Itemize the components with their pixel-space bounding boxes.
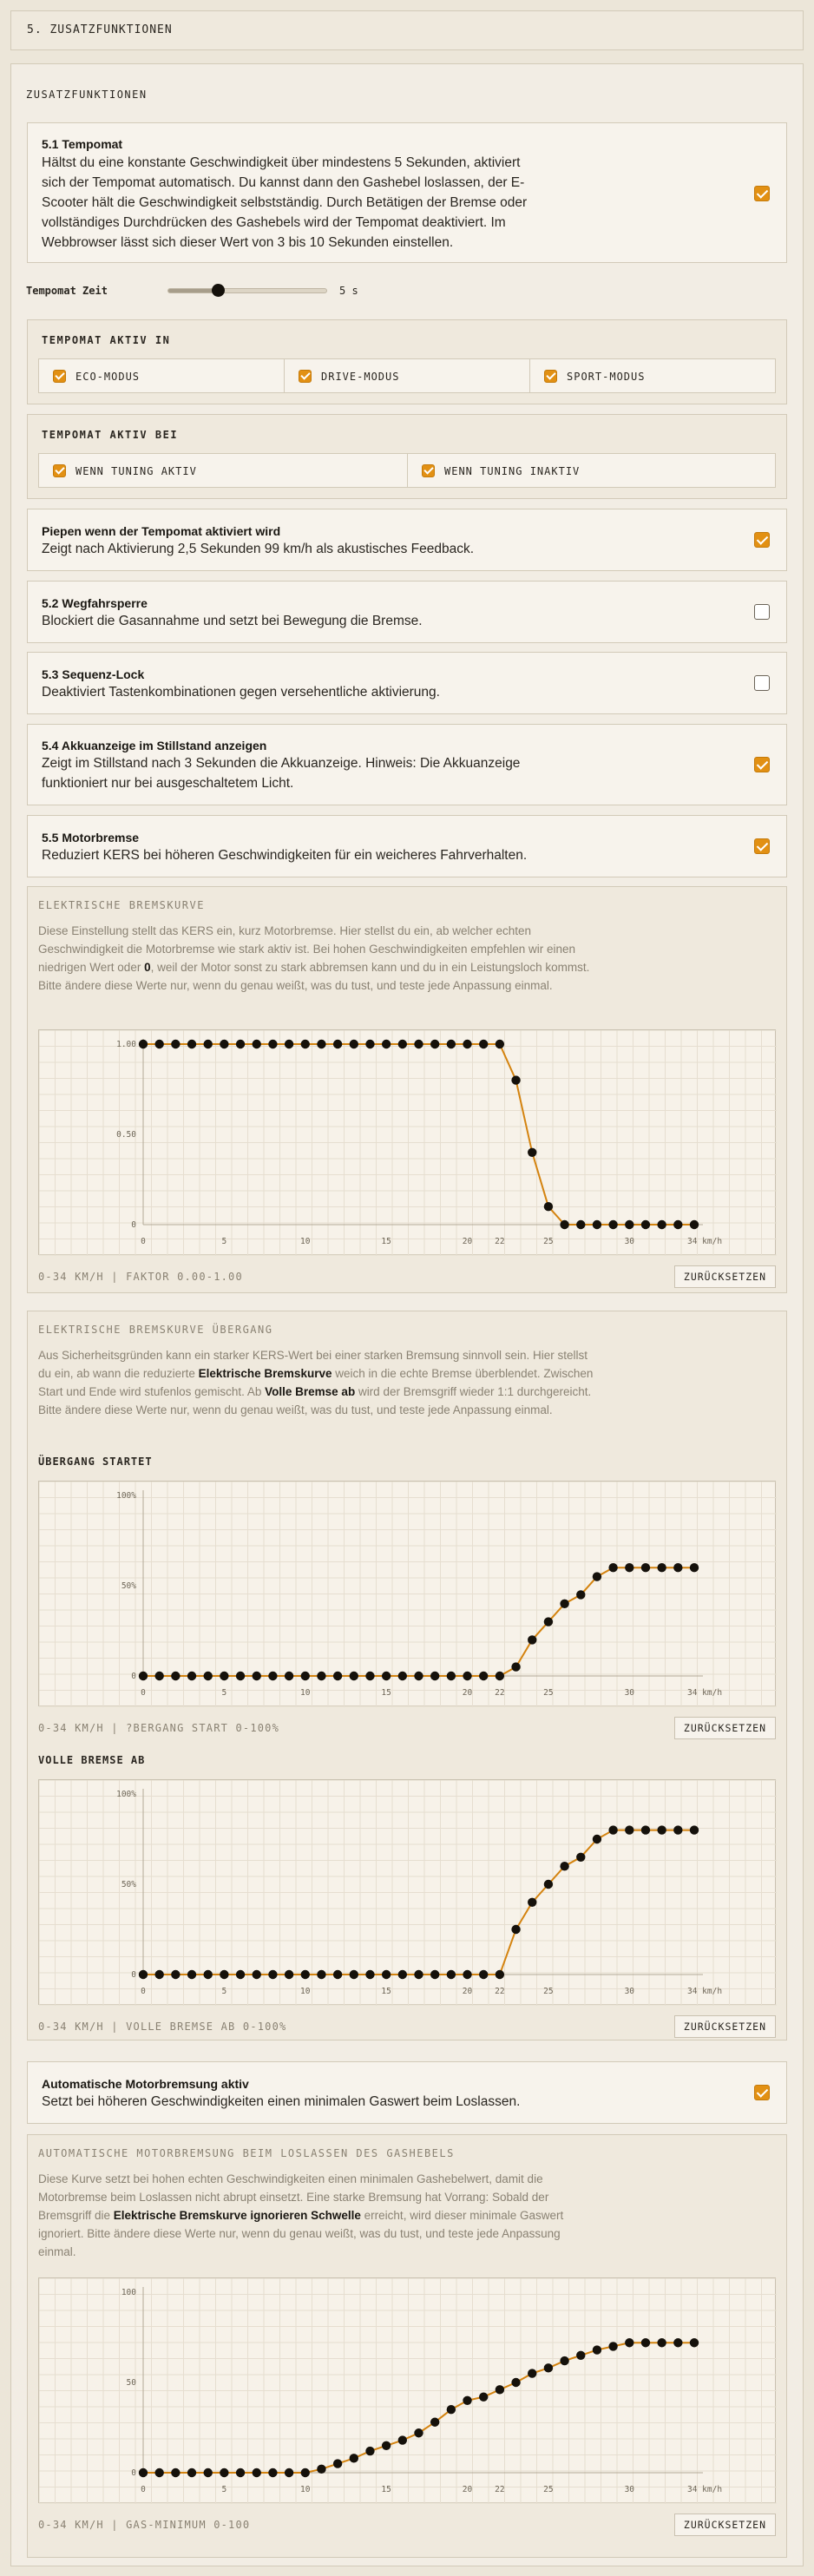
x-tick-label: 22 [495,2485,505,2494]
drive-checkbox[interactable] [299,370,312,383]
data-point [187,1970,196,1979]
data-point [690,2338,699,2347]
tempomat-zeit-label: Tempomat Zeit [26,285,108,297]
tempomat-checkbox[interactable] [754,186,770,201]
data-point [496,1970,504,1979]
toggle-title: 5.3 Sequenz-Lock [42,667,145,681]
data-point [317,1040,325,1048]
x-tick-label: 10 [300,1688,311,1698]
bremskurve-reset-button[interactable]: ZURÜCKSETZEN [674,1265,776,1288]
data-point [479,1970,488,1979]
data-point [608,1220,617,1229]
emphasis: 0 [144,961,151,974]
data-point [528,1148,536,1157]
desc-line: Zeigt im Stillstand nach 3 Sekunden die Akkuanzeige. Hinweis: Die Akkuanzeige [42,756,521,771]
chart-svg [39,1482,777,1707]
data-point [625,2338,633,2347]
tempomat-card [27,122,787,263]
x-tick-label: 5 [221,1688,227,1698]
volle-bremse-range: 0-34 KM/H | VOLLE BREMSE AB 0-100% [38,2021,287,2033]
data-point [673,1825,682,1834]
x-tick-label: 25 [543,1987,554,1996]
x-tick-label: 20 [462,1987,473,1996]
data-point [414,1672,423,1680]
toggle-description: Setzt bei höheren Geschwindigkeiten einen minimalen Gaswert beim Loslassen. [42,2094,521,2109]
option-label: WENN TUNING AKTIV [75,465,197,477]
data-point [139,2468,148,2477]
data-point [447,1970,456,1979]
data-point [253,1970,261,1979]
x-tick-label: 22 [495,1688,505,1698]
emphasis: Elektrische Bremskurve [198,1367,332,1380]
uebergang-start-reset-button[interactable]: ZURÜCKSETZEN [674,1717,776,1739]
y-tick-label: 100% [116,1491,136,1501]
data-point [673,1563,682,1572]
bremskurve-description: Diese Einstellung stellt das KERS ein, kurz Motorbremse. Hier stellst du ein, ab welcher echten Geschwindigkeit die Motorbremse wie stark aktiv ist. Bei hohen Geschwindigkeiten empfehlen wir einen niedrigen Wert oder 0, weil der Motor sonst zu stark abbremsen kann und du in ein Leistungsloch kommst. Bitte ändere diese Werte nur, wenn du genau weißt, was du tust, und teste jede Anpassung einmal. [38,924,590,992]
emphasis: Volle Bremse ab [265,1385,356,1398]
data-point [154,1040,163,1048]
y-tick-label: 1.00 [116,1040,136,1049]
series-line [143,1567,694,1676]
uebergang-title: ELEKTRISCHE BREMSKURVE ÜBERGANG [38,1324,273,1336]
data-point [430,1970,439,1979]
data-point [641,1825,650,1834]
data-point [268,1040,277,1048]
gasminimum-panel [27,2134,787,2558]
data-point [479,2392,488,2401]
data-point [479,1672,488,1680]
data-point [204,2468,213,2477]
option-drive-modus[interactable] [284,358,530,393]
y-tick-label: 50% [121,1581,136,1591]
emphasis: Elektrische Bremskurve ignorieren Schwelle [113,2209,361,2222]
data-point [301,2468,310,2477]
x-tick-label: 30 [624,1987,635,1996]
volle-bremse-chart[interactable] [38,1779,776,2005]
data-point [430,1672,439,1680]
x-tick-label: 0 [141,1237,146,1246]
data-point [398,1672,407,1680]
data-point [204,1040,213,1048]
data-point [463,2396,471,2405]
bremskurve-panel [27,886,787,1293]
x-tick-label: 10 [300,1237,311,1246]
series-line [143,1830,694,1975]
data-point [511,1925,520,1934]
data-point [608,1563,617,1572]
data-point [236,1970,245,1979]
data-point [593,1835,601,1843]
data-point [236,1040,245,1048]
x-tick-label: 10 [300,1987,311,1996]
data-point [657,1563,666,1572]
data-point [593,1220,601,1229]
data-point [673,1220,682,1229]
x-tick-label: 25 [543,2485,554,2494]
data-point [430,2418,439,2427]
data-point [139,1672,148,1680]
data-point [382,2441,391,2450]
aktiv-bei-group [27,414,787,499]
data-point [657,1220,666,1229]
bremskurve-range: 0-34 KM/H | FAKTOR 0.00-1.00 [38,1271,243,1283]
data-point [285,2468,293,2477]
data-point [625,1825,633,1834]
data-point [528,1635,536,1644]
option-label: DRIVE-MODUS [321,371,400,383]
data-point [220,2468,228,2477]
x-tick-label: 0 [141,1688,146,1698]
option-label: ECO-MODUS [75,371,141,383]
x-tick-label: 10 [300,2485,311,2494]
data-point [268,1970,277,1979]
tempomat-title: 5.1 Tempomat [42,137,123,151]
sequenz-lock-checkbox[interactable] [754,675,770,691]
data-point [301,1672,310,1680]
wegfahrsperre-checkbox[interactable] [754,604,770,620]
y-tick-label: 0 [131,2468,136,2478]
x-tick-label: 5 [221,2485,227,2494]
data-point [576,2351,585,2360]
panel-label: ZUSATZFUNKTIONEN [26,89,148,101]
data-point [641,1220,650,1229]
data-point [382,1040,391,1048]
toggle-motorbremse [27,815,787,877]
eco-checkbox[interactable] [53,370,66,383]
data-point [690,1563,699,1572]
option-sport-modus[interactable] [529,358,776,393]
y-tick-label: 100 [121,2288,136,2297]
data-point [154,2468,163,2477]
desc-line: funktioniert nur bei ausgeschaltetem Licht. [42,776,294,791]
data-point [511,1075,520,1084]
data-point [333,1672,342,1680]
data-point [365,1672,374,1680]
x-tick-label: 15 [381,1237,391,1246]
x-tick-label: 34 km/h [687,1987,723,1996]
data-point [236,1672,245,1680]
data-point [430,1040,439,1048]
x-tick-label: 30 [624,2485,635,2494]
data-point [154,1970,163,1979]
data-point [204,1970,213,1979]
toggle-title: 5.4 Akkuanzeige im Stillstand anzeigen [42,739,267,752]
x-tick-label: 20 [462,2485,473,2494]
data-point [447,2405,456,2414]
data-point [365,2447,374,2455]
tempomat-zeit-value: 5 s [339,285,358,297]
data-point [382,1672,391,1680]
data-point [560,2356,568,2365]
data-point [187,1672,196,1680]
tuning-inaktiv-checkbox[interactable] [422,464,435,477]
option-tuning-aktiv[interactable] [38,453,408,488]
data-point [398,1040,407,1048]
data-point [301,1970,310,1979]
aktiv-in-title: TEMPOMAT AKTIV IN [42,334,171,346]
x-tick-label: 20 [462,1688,473,1698]
toggle-title: Piepen wenn der Tempomat aktiviert wird [42,524,281,538]
chart-svg [39,1030,777,1256]
data-point [576,1590,585,1599]
data-point [657,1825,666,1834]
gasminimum-title: AUTOMATISCHE MOTORBREMSUNG BEIM LOSLASSEN DES GASHEBELS [38,2147,455,2159]
option-eco-modus[interactable] [38,358,285,393]
gasminimum-range: 0-34 KM/H | GAS-MINIMUM 0-100 [38,2519,251,2531]
data-point [350,1040,358,1048]
data-point [560,1862,568,1870]
data-point [154,1672,163,1680]
sport-checkbox[interactable] [544,370,557,383]
data-point [511,1662,520,1671]
data-point [544,2363,553,2372]
data-point [350,1672,358,1680]
chart-svg [39,1780,777,2006]
desc-line: Webbrowser lässt sich dieser Wert von 3 bis 10 Sekunden einstellen. [42,235,454,250]
x-tick-label: 20 [462,1237,473,1246]
data-point [187,1040,196,1048]
data-point [608,1825,617,1834]
data-point [236,2468,245,2477]
data-point [382,1970,391,1979]
data-point [365,1040,374,1048]
data-point [673,2338,682,2347]
data-point [171,1672,180,1680]
toggle-title: 5.5 Motorbremse [42,831,140,844]
data-point [690,1220,699,1229]
option-label: WENN TUNING INAKTIV [444,465,581,477]
data-point [317,1970,325,1979]
toggle-description: Blockiert die Gasannahme und setzt bei Bewegung die Bremse. [42,614,423,628]
data-point [220,1970,228,1979]
x-tick-label: 34 km/h [687,2485,723,2494]
volle-bremse-reset-button[interactable]: ZURÜCKSETZEN [674,2015,776,2038]
data-point [496,1040,504,1048]
data-point [398,2435,407,2444]
data-point [253,1040,261,1048]
y-tick-label: 0.50 [116,1130,136,1140]
data-point [414,2428,423,2437]
data-point [593,1572,601,1580]
data-point [285,1672,293,1680]
bremskurve-title: ELEKTRISCHE BREMSKURVE [38,899,205,911]
akkuanzeige-checkbox[interactable] [754,757,770,772]
toggle-sequenz-lock [27,652,787,714]
data-point [317,1672,325,1680]
data-point [641,2338,650,2347]
data-point [528,2369,536,2377]
data-point [463,1672,471,1680]
uebergang-start-range: 0-34 KM/H | ?BERGANG START 0-100% [38,1722,280,1734]
aktiv-bei-title: TEMPOMAT AKTIV BEI [42,429,179,441]
toggle-piepen [27,509,787,571]
data-point [641,1563,650,1572]
data-point [317,2465,325,2474]
toggle-title: Automatische Motorbremsung aktiv [42,2077,249,2091]
toggle-auto-motorbremsung [27,2061,787,2124]
y-tick-label: 0 [131,1970,136,1980]
uebergang-start-chart[interactable] [38,1481,776,1706]
desc-line: Hältst du eine konstante Geschwindigkeit über mindestens 5 Sekunden, aktiviert [42,155,521,170]
y-tick-label: 50 [126,2378,136,2388]
data-point [479,1040,488,1048]
auto-motorbremsung-checkbox[interactable] [754,2085,770,2100]
desc-line: vollständiges Durchdrücken des Gashebels wird der Tempomat deaktiviert. Im [42,215,506,230]
data-point [414,1970,423,1979]
data-point [398,1970,407,1979]
gasminimum-description: Diese Kurve setzt bei hohen echten Geschwindigkeiten einen minimalen Gashebelwert, damit die Motorbremse beim Loslassen nicht abrupt einsetzt. Eine starke Bremsung hat Vorrang: Sobald der Bremsgriff die Elektrische Bremskurve ignorieren Schwelle erreicht, wird dieser minimale Gaswert ignoriert. Bitte ändere diese Werte nur, wenn du genau weißt, was du tust, und teste jede Anpassung einmal. [38,2172,564,2258]
option-tuning-inaktiv[interactable] [407,453,776,488]
uebergang-panel [27,1311,787,2040]
data-point [447,1040,456,1048]
toggle-description: Zeigt nach Aktivierung 2,5 Sekunden 99 km/h als akustisches Feedback. [42,542,475,556]
toggle-wegfahrsperre [27,581,787,643]
data-point [625,1563,633,1572]
series-line [143,1044,694,1225]
uebergang-start-label: ÜBERGANG STARTET [38,1456,153,1468]
x-tick-label: 5 [221,1987,227,1996]
x-tick-label: 25 [543,1688,554,1698]
data-point [690,1825,699,1834]
data-point [253,2468,261,2477]
data-point [528,1898,536,1907]
data-point [350,2454,358,2462]
data-point [496,1672,504,1680]
motorbremse-checkbox[interactable] [754,838,770,854]
piepen-checkbox[interactable] [754,532,770,548]
tempomat-description [42,153,527,253]
data-point [447,1672,456,1680]
x-tick-label: 22 [495,1987,505,1996]
data-point [576,1220,585,1229]
toggle-akkuanzeige [27,724,787,805]
x-tick-label: 22 [495,1237,505,1246]
toggle-description: Deaktiviert Tastenkombinationen gegen versehentliche aktivierung. [42,685,440,700]
data-point [608,2342,617,2350]
y-tick-label: 50% [121,1880,136,1889]
data-point [268,2468,277,2477]
data-point [220,1040,228,1048]
x-tick-label: 30 [624,1237,635,1246]
data-point [220,1672,228,1680]
desc-line: Scooter hält die Geschwindigkeit selbstständig. Durch Betätigen der Bremse oder [42,195,528,210]
data-point [593,2345,601,2354]
data-point [171,1040,180,1048]
data-point [496,2385,504,2394]
x-tick-label: 34 km/h [687,1237,723,1246]
x-tick-label: 25 [543,1237,554,1246]
option-label: SPORT-MODUS [567,371,646,383]
data-point [544,1202,553,1211]
data-point [625,1220,633,1229]
toggle-description: Reduziert KERS bei höheren Geschwindigkeiten für ein weicheres Fahrverhalten. [42,848,528,863]
data-point [544,1880,553,1889]
gasminimum-chart[interactable] [38,2277,776,2503]
data-point [253,1672,261,1680]
data-point [171,1970,180,1979]
uebergang-description: Aus Sicherheitsgründen kann ein starker KERS-Wert bei einer starken Bremsung sinnvoll sein. Hier stellst du ein, ab wann die reduzierte Elektrische Bremskurve weich in die echte Bremse überblendet. Zwischen Start und Ende wird stufenlos gemischt. Ab Volle Bremse ab wird der Bremsgriff wieder 1:1 durchgereicht. Bitte ändere diese Werte nur, wenn du genau weißt, was du tust, und teste jede Anpassung einmal. [38,1349,594,1416]
data-point [414,1040,423,1048]
x-tick-label: 34 km/h [687,1688,723,1698]
data-point [463,1970,471,1979]
data-point [333,1970,342,1979]
gasminimum-reset-button[interactable]: ZURÜCKSETZEN [674,2514,776,2536]
bremskurve-chart[interactable] [38,1029,776,1255]
data-point [463,1040,471,1048]
x-tick-label: 15 [381,2485,391,2494]
data-point [544,1617,553,1626]
toggle-title: 5.2 Wegfahrsperre [42,596,148,610]
data-point [301,1040,310,1048]
data-point [285,1040,293,1048]
tuning-aktiv-checkbox[interactable] [53,464,66,477]
slider-thumb[interactable] [212,284,225,297]
data-point [268,1672,277,1680]
data-point [350,1970,358,1979]
volle-bremse-label: VOLLE BREMSE AB [38,1754,146,1766]
x-tick-label: 15 [381,1987,391,1996]
data-point [333,2459,342,2468]
x-tick-label: 0 [141,1987,146,1996]
y-tick-label: 0 [131,1672,136,1681]
data-point [285,1970,293,1979]
chart-svg [39,2278,777,2504]
y-tick-label: 100% [116,1790,136,1799]
data-point [560,1220,568,1229]
x-tick-label: 15 [381,1688,391,1698]
data-point [139,1970,148,1979]
y-tick-label: 0 [131,1220,136,1230]
data-point [560,1600,568,1608]
data-point [171,2468,180,2477]
data-point [511,2378,520,2387]
section-title: 5. ZUSATZFUNKTIONEN [10,10,804,50]
data-point [204,1672,213,1680]
data-point [139,1040,148,1048]
x-tick-label: 0 [141,2485,146,2494]
data-point [576,1853,585,1862]
data-point [657,2338,666,2347]
data-point [333,1040,342,1048]
data-point [365,1970,374,1979]
x-tick-label: 5 [221,1237,227,1246]
toggle-description [42,753,520,793]
desc-line: sich der Tempomat automatisch. Du kannst dann den Gashebel loslassen, der E- [42,175,525,190]
aktiv-in-group [27,319,787,404]
tempomat-zeit-slider[interactable] [167,288,327,293]
data-point [187,2468,196,2477]
series-line [143,2343,694,2473]
x-tick-label: 30 [624,1688,635,1698]
